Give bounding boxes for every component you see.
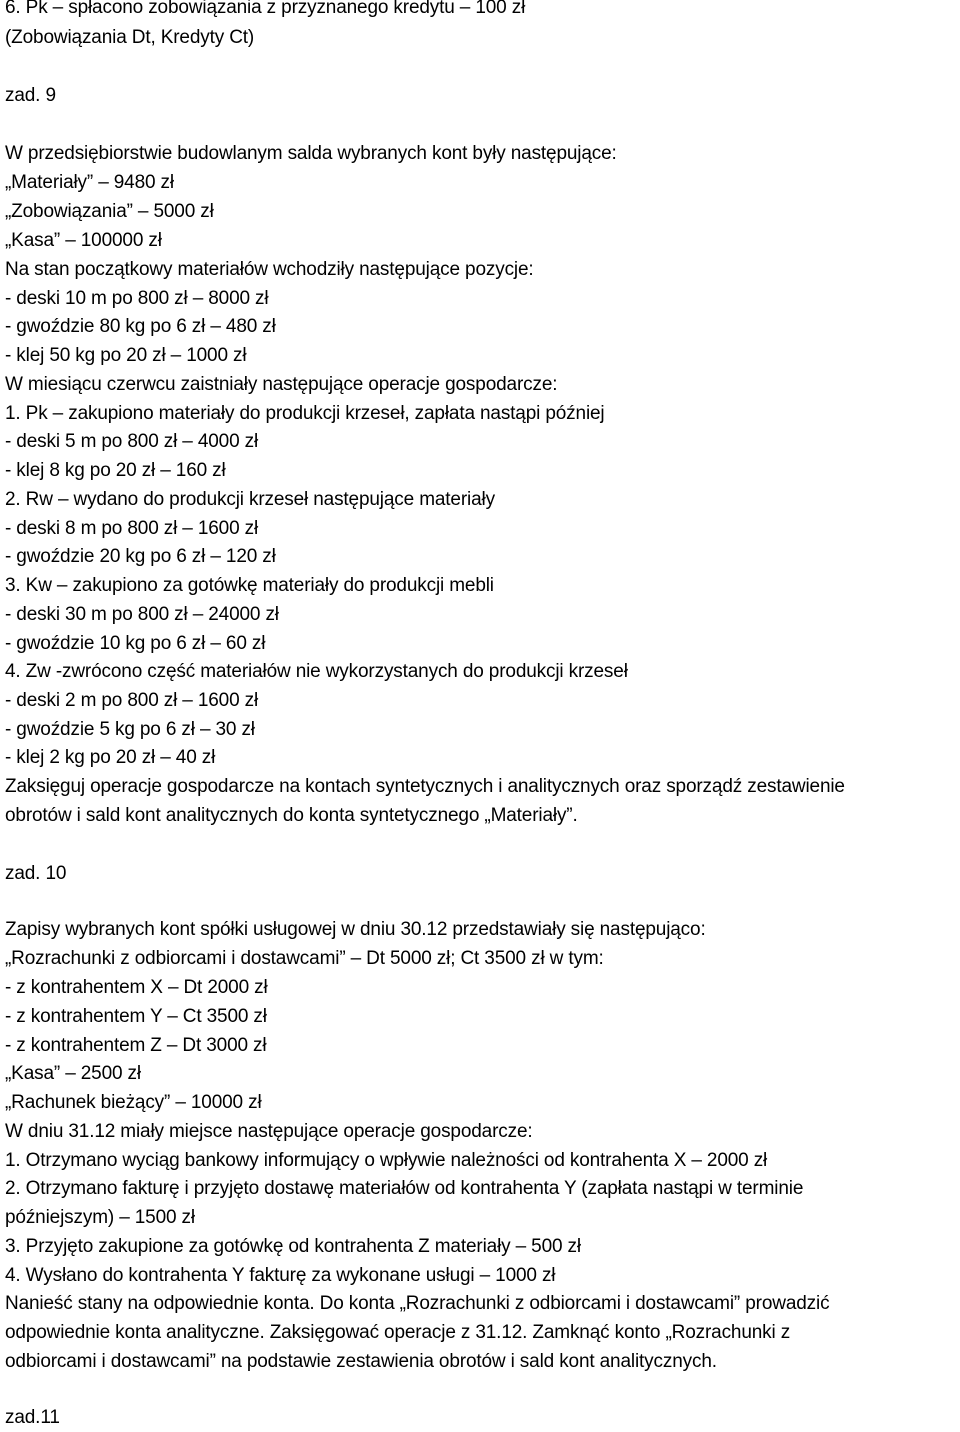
contractor-line: - z kontrahentem Z – Dt 3000 zł (5, 1035, 267, 1056)
contractor-line: - z kontrahentem X – Dt 2000 zł (5, 977, 268, 998)
operation-line: późniejszym) – 1500 zł (5, 1207, 195, 1228)
account-balance-line: „Zobowiązania” – 5000 zł (5, 201, 214, 222)
operation-line: 1. Otrzymano wyciąg bankowy informujący o wpływie należności od kontrahenta X – 2000 zł (5, 1150, 768, 1171)
text-line: 6. Pk – spłacono zobowiązania z przyznanego kredytu – 100 zł (5, 0, 526, 18)
material-item: - deski 10 m po 800 zł – 8000 zł (5, 288, 269, 309)
material-item: - gwoździe 10 kg po 6 zł – 60 zł (5, 633, 266, 654)
operation-line: 2. Otrzymano fakturę i przyjęto dostawę materiałów od kontrahenta Y (zapłata nastąpi w terminie (5, 1178, 804, 1199)
section-heading-zad-10: zad. 10 (5, 863, 67, 884)
account-balance-line: „Materiały” – 9480 zł (5, 172, 174, 193)
material-item: - klej 2 kg po 20 zł – 40 zł (5, 747, 216, 768)
material-item: - gwoździe 5 kg po 6 zł – 30 zł (5, 719, 255, 740)
account-balance-line: „Rachunek bieżący” – 10000 zł (5, 1092, 262, 1113)
operation-line: 4. Zw -zwrócono część materiałów nie wykorzystanych do produkcji krzeseł (5, 661, 628, 682)
text-line: odbiorcami i dostawcami” na podstawie zestawienia obrotów i sald kont analitycznych. (5, 1351, 717, 1372)
text-line: Na stan początkowy materiałów wchodziły następujące pozycje: (5, 259, 534, 280)
material-item: - deski 30 m po 800 zł – 24000 zł (5, 604, 279, 625)
text-line: Zaksięguj operacje gospodarcze na kontach syntetycznych i analitycznych oraz sporządź zestawienie (5, 776, 845, 797)
text-line: W przedsiębiorstwie budowlanym salda wybranych kont były następujące: (5, 143, 617, 164)
text-line: Nanieść stany na odpowiednie konta. Do konta „Rozrachunki z odbiorcami i dostawcami” prowadzić (5, 1293, 830, 1314)
section-heading-zad-11: zad.11 (5, 1407, 60, 1428)
text-line: (Zobowiązania Dt, Kredyty Ct) (5, 27, 255, 48)
operation-line: 3. Przyjęto zakupione za gotówkę od kontrahenta Z materiały – 500 zł (5, 1236, 581, 1257)
account-balance-line: „Rozrachunki z odbiorcami i dostawcami” – Dt 5000 zł; Ct 3500 zł w tym: (5, 948, 604, 969)
contractor-line: - z kontrahentem Y – Ct 3500 zł (5, 1006, 267, 1027)
operation-line: 4. Wysłano do kontrahenta Y fakturę za wykonane usługi – 1000 zł (5, 1265, 556, 1286)
account-balance-line: „Kasa” – 100000 zł (5, 230, 162, 251)
section-heading-zad-9: zad. 9 (5, 85, 56, 106)
material-item: - deski 2 m po 800 zł – 1600 zł (5, 690, 259, 711)
operation-line: 1. Pk – zakupiono materiały do produkcji krzeseł, zapłata nastąpi później (5, 403, 605, 424)
account-balance-line: „Kasa” – 2500 zł (5, 1063, 141, 1084)
material-item: - deski 8 m po 800 zł – 1600 zł (5, 518, 259, 539)
operation-line: 2. Rw – wydano do produkcji krzeseł następujące materiały (5, 489, 495, 510)
text-line: Zapisy wybranych kont spółki usługowej w dniu 30.12 przedstawiały się następująco: (5, 919, 706, 940)
operation-line: 3. Kw – zakupiono za gotówkę materiały do produkcji mebli (5, 575, 494, 596)
text-line: odpowiednie konta analityczne. Zaksięgować operacje z 31.12. Zamknąć konto „Rozrachunki z (5, 1322, 791, 1343)
material-item: - deski 5 m po 800 zł – 4000 zł (5, 431, 259, 452)
text-line: W dniu 31.12 miały miejsce następujące operacje gospodarcze: (5, 1121, 533, 1142)
material-item: - gwoździe 80 kg po 6 zł – 480 zł (5, 316, 276, 337)
text-line: W miesiącu czerwcu zaistniały następujące operacje gospodarcze: (5, 374, 558, 395)
material-item: - klej 50 kg po 20 zł – 1000 zł (5, 345, 247, 366)
material-item: - gwoździe 20 kg po 6 zł – 120 zł (5, 546, 276, 567)
material-item: - klej 8 kg po 20 zł – 160 zł (5, 460, 226, 481)
text-line: obrotów i sald kont analitycznych do konta syntetycznego „Materiały”. (5, 805, 578, 826)
